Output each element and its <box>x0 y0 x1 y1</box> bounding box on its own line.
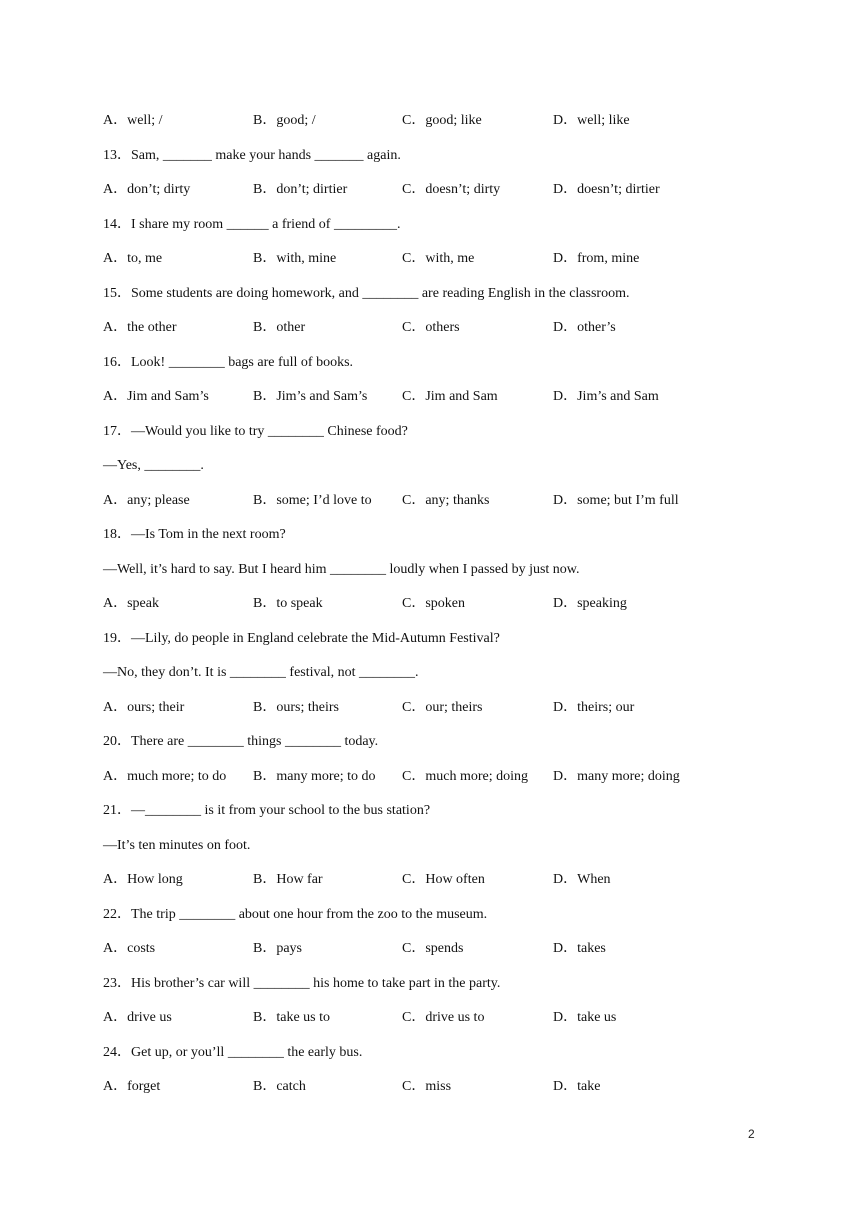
options-q20 <box>103 767 743 802</box>
option-d: D．speaking <box>553 596 627 611</box>
question-23: 23．His brother’s car will ________ his home to take part in the party. <box>103 975 501 991</box>
option-c: C．others <box>402 320 460 335</box>
options-q22 <box>103 939 743 974</box>
question-20: 20．There are ________ things ________ today. <box>103 734 379 749</box>
option-a: A．Jim and Sam’s <box>103 389 209 404</box>
option-c: C．much more; doing <box>402 768 528 784</box>
option-c: C．spoken <box>402 596 465 611</box>
option-b: B．good; / <box>253 113 316 128</box>
option-d: D．other’s <box>553 320 616 335</box>
option-b: B．don’t; dirtier <box>253 182 348 197</box>
option-b: B．pays <box>253 941 302 956</box>
option-a: A．well; / <box>103 113 163 128</box>
options-q18 <box>103 594 743 629</box>
option-a: A．the other <box>103 320 177 335</box>
question-24: 24．Get up, or you’ll ________ the early bus. <box>103 1044 363 1060</box>
option-b: B．take us to <box>253 1010 330 1025</box>
option-c: C．any; thanks <box>402 492 490 508</box>
option-d: D．Jim’s and Sam <box>553 389 659 404</box>
question-19: 19．—Lily, do people in England celebrate the Mid-Autumn Festival? <box>103 630 500 646</box>
option-b: B．How far <box>253 872 323 887</box>
option-d: D．take <box>553 1079 601 1094</box>
question-17: 17．—Would you like to try ________ Chinese food? <box>103 423 408 439</box>
question-18-reply: —Well, it’s hard to say. But I heard him ________ loudly when I passed by just now. <box>103 561 580 577</box>
option-d: D．take us <box>553 1010 617 1025</box>
option-b: B．to speak <box>253 596 323 611</box>
question-18: 18．—Is Tom in the next room? <box>103 527 286 542</box>
option-b: B．catch <box>253 1079 306 1094</box>
option-d: D．doesn’t; dirtier <box>553 182 660 197</box>
option-d: D．theirs; our <box>553 699 635 715</box>
option-b: B．ours; theirs <box>253 699 339 715</box>
option-b: B．with, mine <box>253 251 337 266</box>
options-q24 <box>103 1077 743 1112</box>
option-d: D．well; like <box>553 113 630 128</box>
option-c: C．Jim and Sam <box>402 389 498 404</box>
options-q15 <box>103 318 743 353</box>
option-a: A．costs <box>103 941 156 956</box>
question-21-reply: —It’s ten minutes on foot. <box>103 837 251 853</box>
option-a: A．forget <box>103 1079 161 1094</box>
option-c: C．good; like <box>402 113 482 128</box>
option-d: D．many more; doing <box>553 768 680 784</box>
option-c: C．miss <box>402 1079 452 1094</box>
option-b: B．many more; to do <box>253 768 376 784</box>
option-c: C．with, me <box>402 251 475 266</box>
options-q16 <box>103 387 743 422</box>
options-q19 <box>103 698 743 733</box>
options-q23 <box>103 1008 743 1043</box>
question-15: 15．Some students are doing homework, and ________ are reading English in the classroom. <box>103 285 630 301</box>
option-d: D．from, mine <box>553 251 640 266</box>
options-q12 <box>103 111 743 146</box>
option-b: B．some; I’d love to <box>253 492 372 508</box>
option-c: C．How often <box>402 872 485 887</box>
option-a: A．any; please <box>103 492 190 508</box>
options-q13 <box>103 180 743 215</box>
option-d: D．takes <box>553 941 606 956</box>
option-c: C．doesn’t; dirty <box>402 182 501 197</box>
question-21: 21．—________ is it from your school to the bus station? <box>103 803 431 818</box>
question-19-reply: —No, they don’t. It is ________ festival, not ________. <box>103 665 419 680</box>
options-q14 <box>103 249 743 284</box>
question-22: 22．The trip ________ about one hour from the zoo to the museum. <box>103 906 488 922</box>
options-q17 <box>103 491 743 526</box>
question-14: 14．I share my room ______ a friend of _________. <box>103 216 401 232</box>
option-d: D．some; but I’m full <box>553 492 679 508</box>
option-a: A．drive us <box>103 1010 172 1025</box>
options-q21 <box>103 870 743 905</box>
option-a: A．don’t; dirty <box>103 182 191 197</box>
option-a: A．How long <box>103 872 183 887</box>
page-number: 2 <box>748 1127 755 1141</box>
question-17-reply: —Yes, ________. <box>103 458 204 473</box>
option-a: A．much more; to do <box>103 768 227 784</box>
option-b: B．Jim’s and Sam’s <box>253 389 368 404</box>
option-c: C．our; theirs <box>402 699 483 715</box>
option-a: A．speak <box>103 596 159 611</box>
option-a: A．to, me <box>103 251 163 266</box>
option-c: C．drive us to <box>402 1010 485 1025</box>
option-a: A．ours; their <box>103 699 185 715</box>
option-d: D．When <box>553 872 611 887</box>
question-16: 16．Look! ________ bags are full of books. <box>103 354 354 370</box>
option-b: B．other <box>253 320 306 335</box>
question-13: 13．Sam, _______ make your hands _______ again. <box>103 147 401 163</box>
option-c: C．spends <box>402 941 464 956</box>
question-list <box>103 111 743 1112</box>
